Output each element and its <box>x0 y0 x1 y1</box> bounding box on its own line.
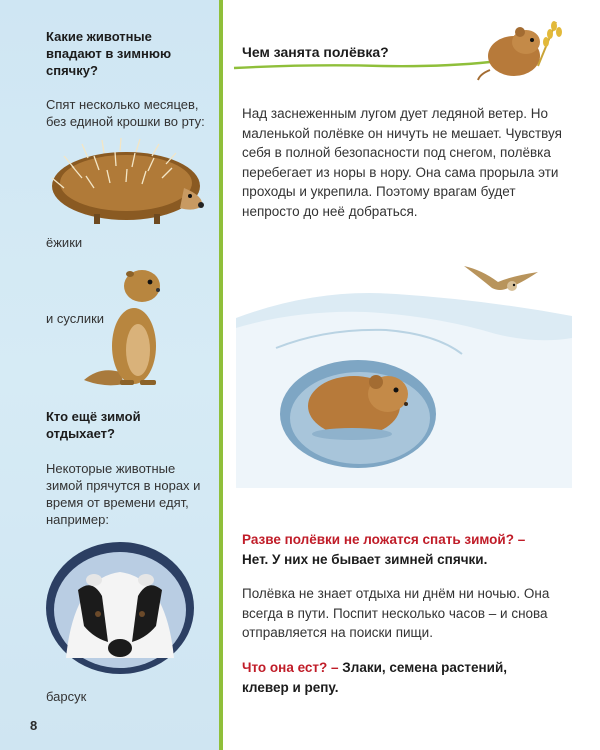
label-gophers: и суслики <box>46 311 105 326</box>
owl-flying-illustration <box>462 262 542 296</box>
hedgehog-illustration <box>44 138 206 228</box>
vole-with-wheat-illustration <box>476 16 566 84</box>
q4-question: Что она ест? – <box>242 660 339 675</box>
q1-title: Какие животные впадают в зимнюю спячку? <box>46 29 172 78</box>
q3-block <box>242 530 572 569</box>
q2-text: Некоторые животные зимой прячутся в норах и время от времени едят, например: <box>46 461 201 527</box>
badger-illustration <box>44 538 196 678</box>
sidebar-divider <box>219 0 223 750</box>
q2-title: Кто ещё зимой отдыхает? <box>46 409 141 441</box>
main-paragraph-1: Над заснеженным лугом дует ледяной ветер. Но маленькой полёвке он ничуть не мешает. Чувствуя себя в полной безопасности под снегом, полёвка перебегает из норы в нору. Она сама прорыла эти проходы и укрепила. Поэтому врагам будет непросто до неё добраться. <box>242 106 562 219</box>
label-badger: барсук <box>46 689 87 704</box>
page-number: 8 <box>30 718 38 733</box>
main-paragraph-2: Полёвка не знает отдыха ни днём ни ночью. Она всегда в пути. Поспит несколько часов – и снова отправляется на поиски пищи. <box>242 586 550 640</box>
q3-question: Разве полёвки не ложатся спать зимой? – <box>242 532 526 547</box>
q3-answer: Нет. У них не бывает зимней спячки. <box>242 551 488 567</box>
q4-answer: Злаки, семена растений, клевер и репу. <box>242 660 508 695</box>
page-title: Чем занята полёвка? <box>242 44 389 60</box>
q4-block <box>242 658 542 697</box>
header-underline <box>232 56 492 74</box>
q1-text: Спят несколько месяцев, без единой крошки во рту: <box>46 97 205 129</box>
label-hedgehogs: ёжики <box>46 235 83 250</box>
